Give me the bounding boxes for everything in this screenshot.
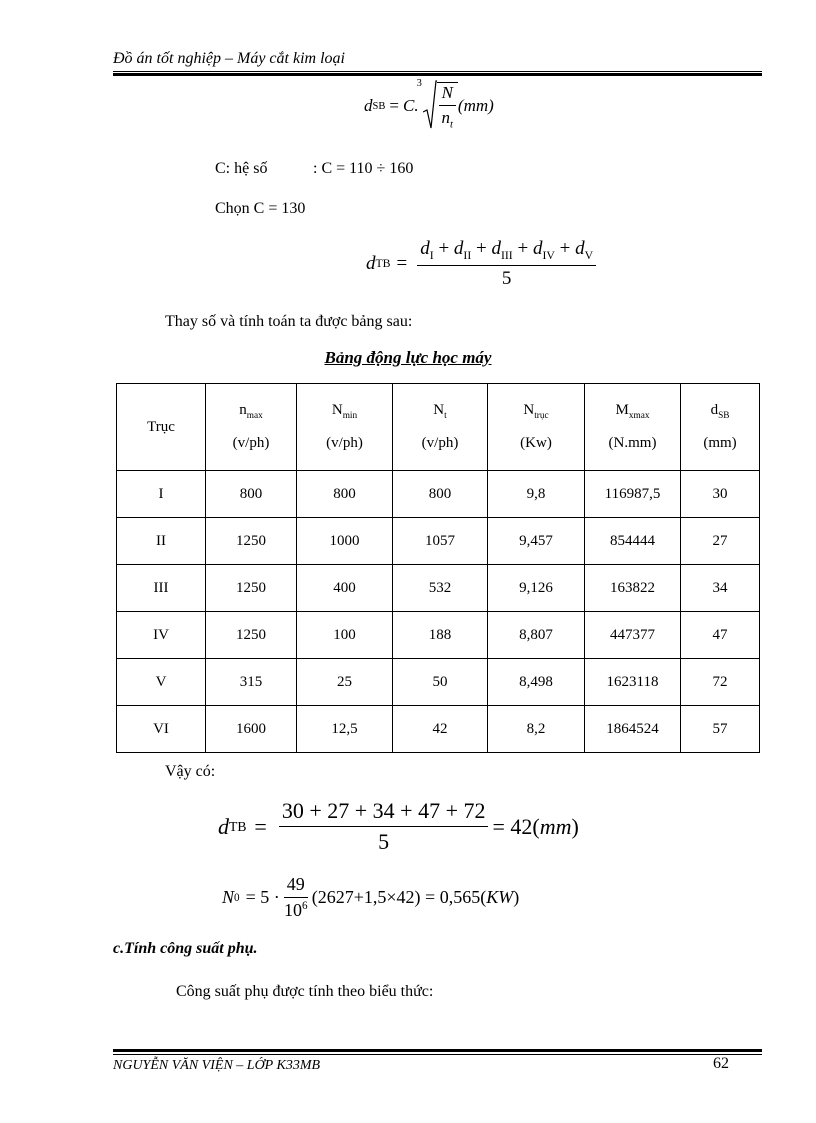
- thay-so-text: Thay số và tính toán ta được bảng sau:: [165, 313, 413, 330]
- table-cell: IV: [117, 612, 206, 659]
- header-cell: $N_{min}$ (v/ph): [297, 384, 393, 471]
- formula-dtb-general: d TB = $\frac{d_I + d_{II} + d_{III} + d_{IV} + d_V}{5}$: [366, 238, 600, 290]
- table-cell: 447377: [585, 612, 681, 659]
- table-cell: 800: [206, 471, 297, 518]
- section-heading: c.Tính công suất phụ.: [113, 940, 258, 957]
- table-cell: 116987,5: [585, 471, 681, 518]
- table-cell: 1250: [206, 612, 297, 659]
- c-range: : C = 110 ÷ 160: [313, 160, 414, 177]
- header-cell: Trục: [117, 384, 206, 471]
- table-cell: 30: [681, 471, 760, 518]
- table-row: [117, 518, 760, 565]
- table-cell: I: [117, 471, 206, 518]
- radical-sign: [423, 80, 437, 132]
- table-cell: 1057: [393, 518, 488, 565]
- table-cell: 188: [393, 612, 488, 659]
- table-row: [117, 565, 760, 612]
- table-row: [117, 659, 760, 706]
- table-cell: 50: [393, 659, 488, 706]
- table-cell: 9,126: [488, 565, 585, 612]
- header-rule-thin: [113, 71, 762, 72]
- header-cell: $d_{SB}$ (mm): [681, 384, 760, 471]
- table-cell: 163822: [585, 565, 681, 612]
- dynamics-table: [116, 383, 760, 753]
- page-number: 62: [713, 1055, 729, 1072]
- table-cell: 400: [297, 565, 393, 612]
- table-cell: VI: [117, 706, 206, 753]
- table-cell: 9,457: [488, 518, 585, 565]
- table-cell: 8,498: [488, 659, 585, 706]
- table-row: [117, 706, 760, 753]
- header-rule-thick: [113, 73, 762, 76]
- table-cell: 800: [393, 471, 488, 518]
- footer-rule-thin: [113, 1054, 762, 1055]
- header-cell: $M_{xmax}$ (N.mm): [585, 384, 681, 471]
- table-cell: 532: [393, 565, 488, 612]
- table-caption: Bảng động lực học máy: [324, 348, 492, 367]
- table-cell: 27: [681, 518, 760, 565]
- table-cell: 800: [297, 471, 393, 518]
- table-row: [117, 471, 760, 518]
- table-cell: 315: [206, 659, 297, 706]
- table-cell: 1250: [206, 518, 297, 565]
- page-header-title: Đồ án tốt nghiệp – Máy cắt kim loại: [113, 50, 345, 67]
- header-cell: $n_{max}$ (v/ph): [206, 384, 297, 471]
- table-cell: 1600: [206, 706, 297, 753]
- footer-rule-thick: [113, 1049, 762, 1052]
- table-header-row: [117, 384, 760, 471]
- table-cell: V: [117, 659, 206, 706]
- vay-co-text: Vậy có:: [165, 763, 216, 780]
- table-cell: 42: [393, 706, 488, 753]
- header-cell: $N_t$ (v/ph): [393, 384, 488, 471]
- table-cell: 25: [297, 659, 393, 706]
- table-cell: 1623118: [585, 659, 681, 706]
- table-cell: 8,2: [488, 706, 585, 753]
- table-cell: 57: [681, 706, 760, 753]
- table-cell: 854444: [585, 518, 681, 565]
- cube-root: 3 $\frac{N}{n_t}$: [419, 80, 458, 132]
- table-cell: 12,5: [297, 706, 393, 753]
- c-label: C: hệ số: [215, 160, 268, 177]
- formula-n0: N 0 = 5 · $\frac{49}{10^6}$ (2627+1,5×42) = 0,565( KW ): [222, 874, 520, 920]
- table-cell: 9,8: [488, 471, 585, 518]
- formula-dtb-value: d TB = $\frac{30 + 27 + 34 + 47 + 72}{5}$ = 42( mm ): [218, 798, 579, 854]
- table-cell: II: [117, 518, 206, 565]
- header-cell: $N_{trục}$ (Kw): [488, 384, 585, 471]
- table-cell: 100: [297, 612, 393, 659]
- formula-dsb: d SB = C. 3 $\frac{N}{n_t}$ (mm): [364, 78, 494, 131]
- table-cell: 1250: [206, 565, 297, 612]
- chon-c: Chọn C = 130: [215, 200, 306, 217]
- table-row: [117, 612, 760, 659]
- table-cell: 34: [681, 565, 760, 612]
- table-cell: 1864524: [585, 706, 681, 753]
- table-cell: 47: [681, 612, 760, 659]
- table-cell: 8,807: [488, 612, 585, 659]
- table-cell: III: [117, 565, 206, 612]
- footer-author: NGUYỄN VĂN VIỆN – LỚP K33MB: [113, 1058, 321, 1073]
- table-cell: 72: [681, 659, 760, 706]
- cong-suat-text: Công suất phụ được tính theo biểu thức:: [176, 983, 434, 1000]
- table-cell: 1000: [297, 518, 393, 565]
